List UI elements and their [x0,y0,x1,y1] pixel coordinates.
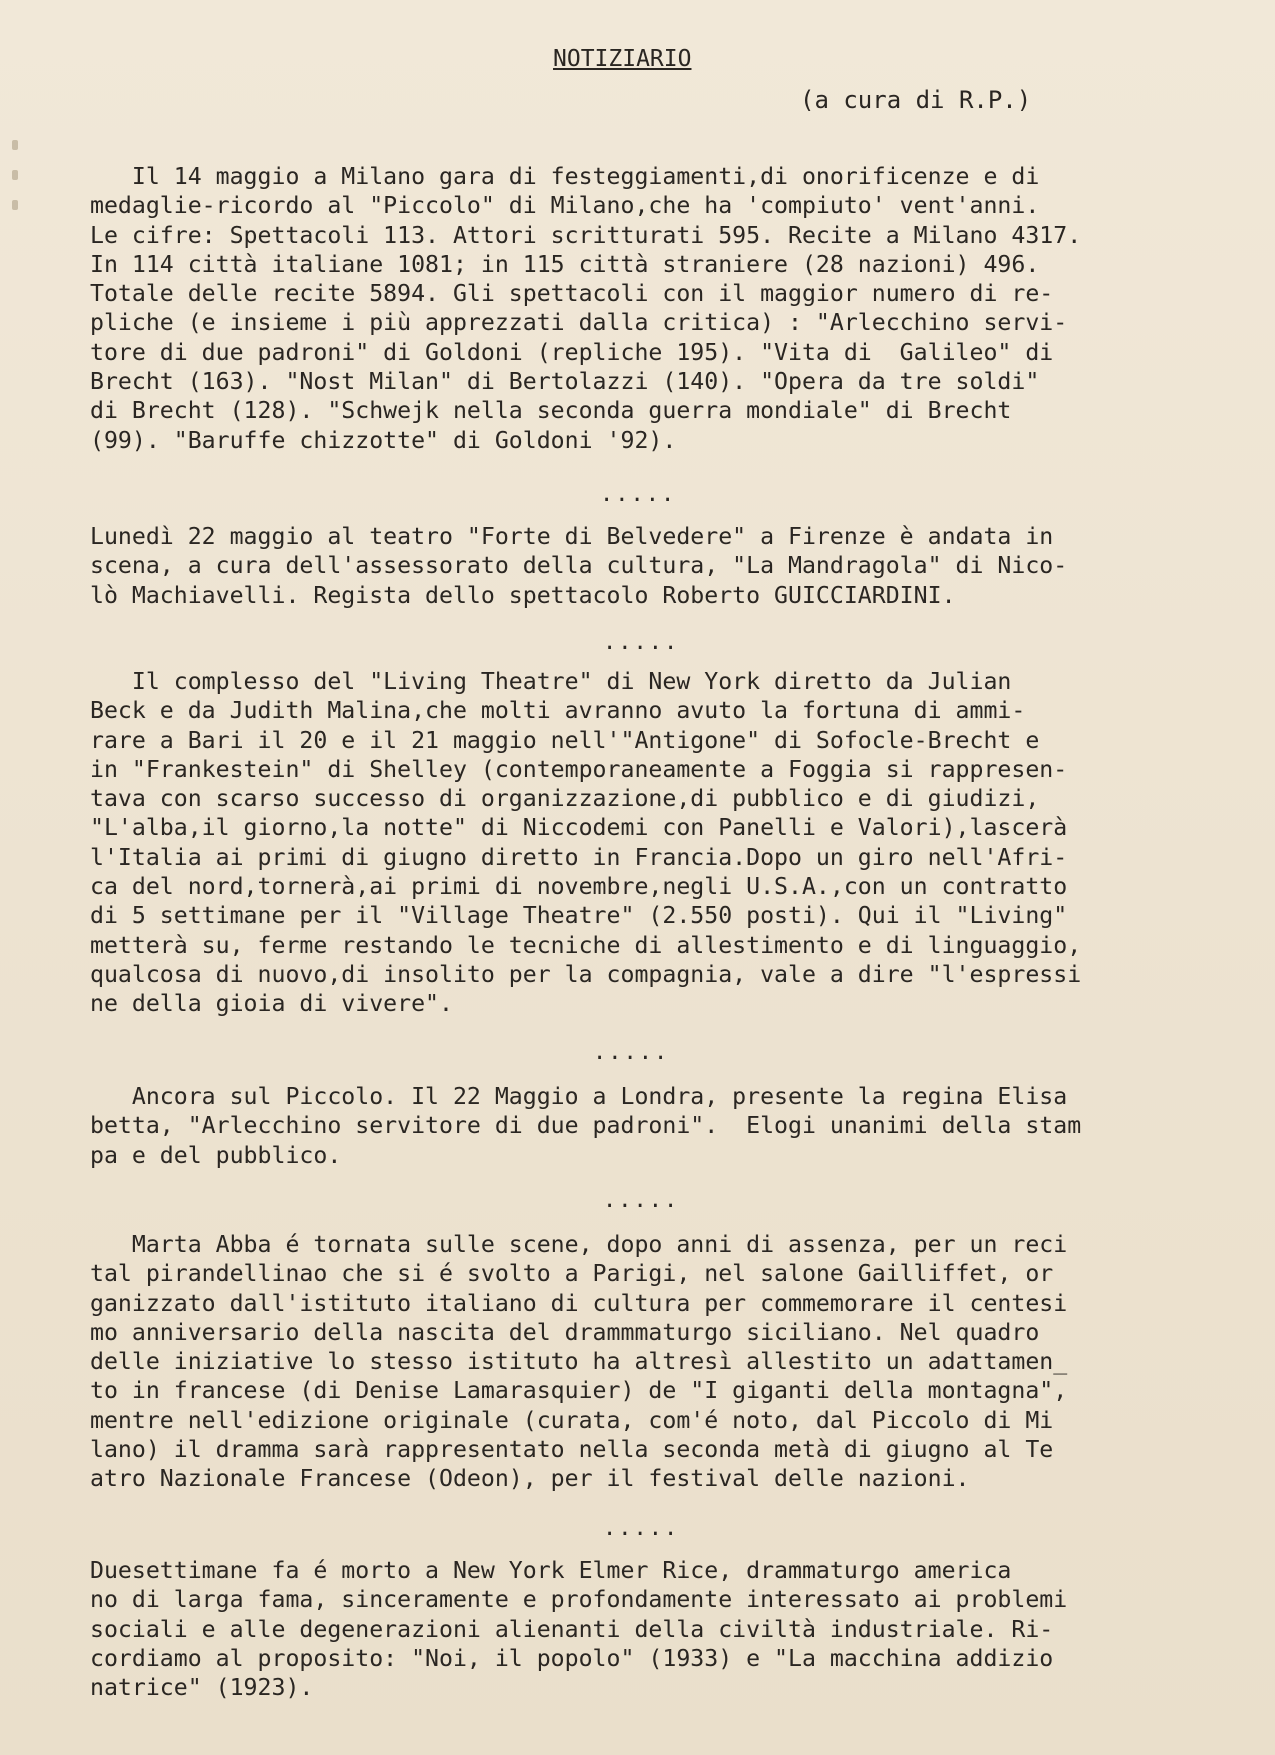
text-line: tal pirandellinao che si é svolto a Parigi, nel salone Gailliffet, or [90,1260,1054,1288]
news-item-elmer-rice [90,1556,1200,1702]
text-line: atro Nazionale Francese (Odeon), per il festival delle nazioni. [90,1465,970,1493]
text-line: Totale delle recite 5894. Gli spettacoli con il maggior numero di re- [90,280,1054,308]
text-line: mentre nell'edizione originale (curata, com'é noto, dal Piccolo di Mi [90,1406,1054,1434]
text-line: In 114 città italiane 1081; in 115 città straniere (28 nazioni) 496. [90,250,1040,278]
text-line: pliche (e insieme i più apprezzati dalla critica) : "Arlecchino servi- [90,309,1068,337]
text-line: to in francese (di Denise Lamarasquier) de "I giganti della montagna", [90,1377,1068,1405]
news-item-piccolo-london [90,1082,1200,1170]
text-line: di 5 settimane per il "Village Theatre" (2.550 posti). Qui il "Living" [90,902,1068,930]
text-line: "L'alba,il giorno,la notte" di Niccodemi con Panelli e Valori),lascerà [90,814,1068,842]
text-line: Duesettimane fa é morto a New York Elmer Rice, drammaturgo america [90,1557,1012,1584]
text-line: tava con scarso successo di organizzazione,di pubblico e di giudizi, [90,785,1040,813]
news-item-marta-abba [90,1230,1200,1494]
text-line: rare a Bari il 20 e il 21 maggio nell'"Antigone" di Sofocle-Brecht e [90,726,1040,754]
text-line: Il complesso del "Living Theatre" di New York diretto da Julian [90,668,1012,695]
text-line: (99). "Baruffe chizzotte" di Goldoni '92). [90,426,677,454]
separator: ..... [603,1516,680,1541]
curator-credit: (a cura di R.P.) [800,86,1032,114]
separator: ..... [603,1188,680,1213]
binding-mark [12,140,18,150]
news-item-living-theatre [90,667,1200,1019]
text-line: Brecht (163). "Nost Milan" di Bertolazzi (140). "Opera da tre soldi" [90,368,1040,396]
text-line: ca del nord,tornerà,ai primi di novembre,negli U.S.A.,con un contratto [90,873,1068,901]
text-line: pa e del pubblico. [90,1141,342,1169]
news-item-piccolo-anniversary [90,162,1200,455]
text-line: Il 14 maggio a Milano gara di festeggiamenti,di onorificenze e di [90,163,1040,190]
text-line: ne della gioia di vivere". [90,990,453,1018]
page-title: NOTIZIARIO [553,46,692,72]
text-line: delle iniziative lo stesso istituto ha altresì allestito un adattamen_ [90,1348,1068,1376]
text-line: qualcosa di nuovo,di insolito per la compagnia, vale a dire "l'espressi [90,960,1082,988]
separator: ..... [600,482,677,507]
text-line: lano) il dramma sarà rappresentato nella seconda metà di giugno al Te [90,1436,1054,1464]
news-item-mandragola [90,522,1200,610]
text-line: Beck e da Judith Malina,che molti avranno avuto la fortuna di ammi- [90,697,1026,725]
text-line: ganizzato dall'istituto italiano di cultura per commemorare il centesi [90,1289,1068,1317]
text-line: no di larga fama, sinceramente e profondamente interessato ai problemi [90,1586,1068,1614]
text-line: natrice" (1923). [90,1674,314,1702]
separator: ..... [593,1040,670,1065]
text-line: Lunedì 22 maggio al teatro "Forte di Belvedere" a Firenze è andata in [90,523,1054,550]
text-line: di Brecht (128). "Schwejk nella seconda guerra mondiale" di Brecht [90,397,1012,425]
text-line: scena, a cura dell'assessorato della cultura, "La Mandragola" di Nico- [90,552,1068,580]
text-line: metterà su, ferme restando le tecniche di allestimento e di linguaggio, [90,931,1082,959]
text-line: lò Machiavelli. Regista dello spettacolo Roberto GUICCIARDINI. [90,581,956,609]
text-line: cordiamo al proposito: "Noi, il popolo" (1933) e "La macchina addizio [90,1644,1054,1672]
text-line: Ancora sul Piccolo. Il 22 Maggio a Londra, presente la regina Elisa [90,1083,1068,1110]
text-line: in "Frankestein" di Shelley (contemporaneamente a Foggia si rappresen- [90,755,1068,783]
text-line: l'Italia ai primi di giugno diretto in Francia.Dopo un giro nell'Afri- [90,843,1068,871]
binding-mark [12,170,18,180]
text-line: tore di due padroni" di Goldoni (repliche 195). "Vita di Galileo" di [90,338,1054,366]
text-line: sociali e alle degenerazioni alienanti della civiltà industriale. Ri- [90,1615,1054,1643]
text-line: medaglie-ricordo al "Piccolo" di Milano,che ha 'compiuto' vent'anni. [90,192,1040,220]
text-line: mo anniversario della nascita del drammmaturgo siciliano. Nel quadro [90,1318,1040,1346]
text-line: Marta Abba é tornata sulle scene, dopo anni di assenza, per un reci [90,1231,1068,1258]
text-line: Le cifre: Spettacoli 113. Attori scritturati 595. Recite a Milano 4317. [90,221,1082,249]
separator: ..... [603,630,680,655]
binding-mark [12,200,18,210]
text-line: betta, "Arlecchino servitore di due padroni". Elogi unanimi della stam [90,1112,1082,1140]
